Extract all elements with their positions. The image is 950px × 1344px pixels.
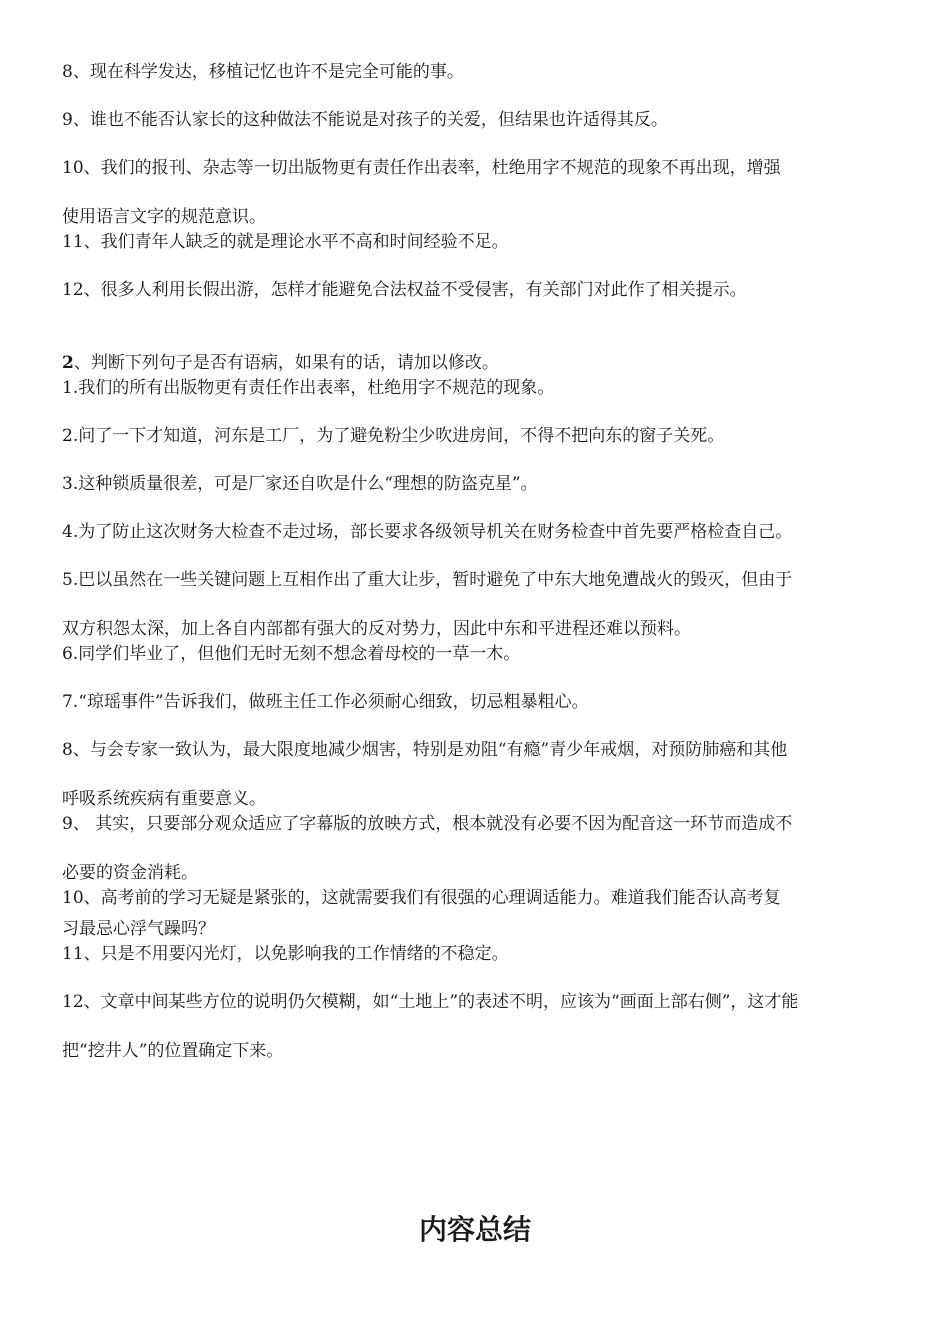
sentence-item: 11、只是不用要闪光灯，以免影响我的工作情绪的不稳定。 xyxy=(62,944,509,964)
sentence-line: 10、高考前的学习无疑是紧张的，这就需要我们有很强的心理调适能力。难道我们能否认高考复 xyxy=(62,888,781,908)
sentence-item xyxy=(62,812,888,886)
sentence-line: 8、与会专家一致认为，最大限度地减少烟害，特别是劝阻“有瘾”青少年戒烟，对预防肺癌和其他 xyxy=(62,740,788,760)
section-spacer xyxy=(62,303,888,351)
sentence-item: 7.“琼瑶事件”告诉我们，做班主任工作必须耐心细致，切忌粗暴粗心。 xyxy=(62,692,589,712)
sentence-item: 4.为了防止这次财务大检查不走过场，部长要求各级领导机关在财务检查中首先要严格检查自己。 xyxy=(62,522,793,542)
sentence-line: 5.巴以虽然在一些关键问题上互相作出了重大让步，暂时避免了中东大地免遭战火的毁灭，但由于 xyxy=(62,570,793,590)
sentence-line: 9、 其实，只要部分观众适应了字幕版的放映方式，根本就没有必要不因为配音这一环节而造成不 xyxy=(62,814,793,834)
sentence-line: 必要的资金消耗。 xyxy=(62,863,198,883)
sentence-line: 双方积怨太深，加上各自内部都有强大的反对势力，因此中东和平进程还难以预料。 xyxy=(62,619,691,639)
sentence-line: 呼吸系统疾病有重要意义。 xyxy=(62,789,266,809)
sentence-item xyxy=(62,156,888,230)
section-heading-text: 、判断下列句子是否有语病，如果有的话，请加以修改。 xyxy=(73,353,499,373)
sentence-item: 2.问了一下才知道，河东是工厂，为了避免粉尘少吹进房间，不得不把向东的窗子关死。 xyxy=(62,426,725,446)
section-heading xyxy=(62,351,888,376)
sentence-line: 12、文章中间某些方位的说明仍欠模糊，如“土地上”的表述不明，应该为“画面上部右侧”，这才能 xyxy=(62,992,799,1012)
summary-title: 内容总结 xyxy=(418,1213,531,1246)
sentence-item xyxy=(62,738,888,812)
sentence-item: 9、谁也不能否认家长的这种做法不能说是对孩子的关爱，但结果也许适得其反。 xyxy=(62,110,668,130)
sentence-line: 10、我们的报刊、杂志等一切出版物更有责任作出表率，杜绝用字不规范的现象不再出现，增强 xyxy=(62,158,781,178)
sentence-line: 使用语言文字的规范意识。 xyxy=(62,207,266,227)
sentence-line: 习最忌心浮气躁吗？ xyxy=(62,919,215,939)
sentence-item xyxy=(62,886,888,942)
sentence-line: 把“挖井人”的位置确定下来。 xyxy=(62,1041,284,1061)
sentence-item: 8、现在科学发达，移植记忆也许不是完全可能的事。 xyxy=(62,62,464,82)
sentence-item: 1.我们的所有出版物更有责任作出表率，杜绝用字不规范的现象。 xyxy=(62,378,555,398)
sentence-item xyxy=(62,568,888,642)
sentence-item: 12、很多人利用长假出游，怎样才能避免合法权益不受侵害，有关部门对此作了相关提示。 xyxy=(62,280,747,300)
document-body xyxy=(62,60,888,1064)
section-number: 2 xyxy=(62,353,74,373)
sentence-item: 3.这种锁质量很差，可是厂家还自吹是什么“理想的防盗克星”。 xyxy=(62,474,538,494)
sentence-item xyxy=(62,990,888,1064)
sentence-item: 11、我们青年人缺乏的就是理论水平不高和时间经验不足。 xyxy=(62,232,509,252)
sentence-item: 6.同学们毕业了，但他们无时无刻不想念着母校的一草一木。 xyxy=(62,644,521,664)
